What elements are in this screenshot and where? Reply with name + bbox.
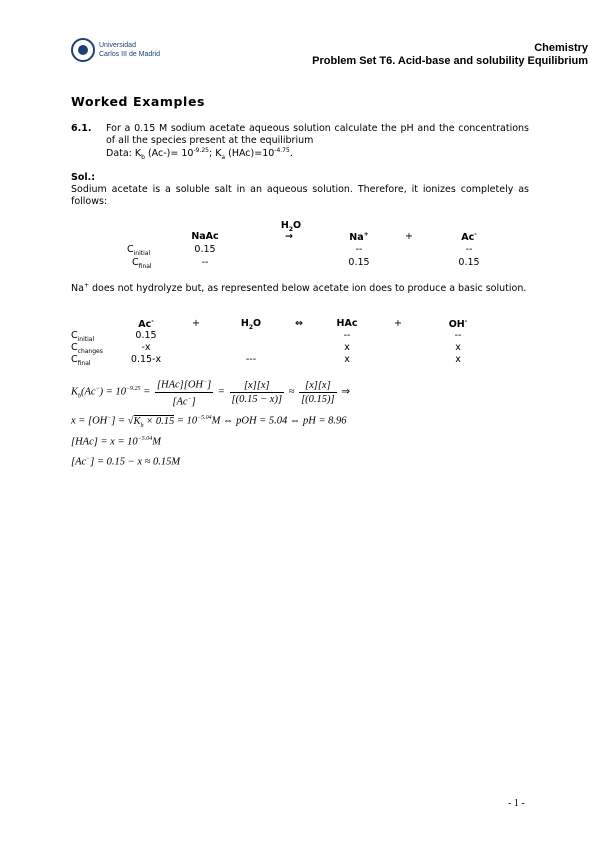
t1-row-final-ac: 0.15 <box>458 257 480 268</box>
logo-emblem-icon <box>71 38 95 62</box>
university-logo <box>71 38 163 66</box>
solution-label: Sol.: <box>71 172 96 183</box>
t2-row-changes-oh: x <box>455 342 461 353</box>
t2-row-initial-label: $C_{initial}$ <box>71 330 95 343</box>
t2-h2o: $H_2O$ <box>240 318 262 331</box>
t1-h2o: $H_2O$ <box>280 220 302 233</box>
t1-row-initial-na: -- <box>355 244 363 255</box>
page-number: - 1 - <box>508 798 525 809</box>
t2-row-initial-hac: -- <box>343 330 351 341</box>
middle-paragraph: Na+ does not hydrolyze but, as represented below acetate ion does to produce a basic solution. <box>71 282 527 295</box>
t1-ac: Ac- <box>461 231 477 244</box>
logo-text-line2: Carlos III de Madrid <box>99 51 161 58</box>
t2-row-final-hac: x <box>344 354 350 365</box>
fraction-x-over-015-minus-x: $\frac{[x][x]}{[(0.15 - x)]}$ <box>231 379 283 405</box>
t2-plus2: + <box>394 318 402 329</box>
t1-arrow: → <box>285 231 293 242</box>
t1-row-initial-label: $C_{initial}$ <box>127 244 151 257</box>
equation-oh: $x = [OH^-] = √K_b \times 0.15 = 10^{-5.04}M$ ⇔ pOH = 5.04 ⇔ pH = 8.96 <box>71 415 347 429</box>
problem-data: Data: $K_b$ $(Ac-)= 10^{-9.25}$; $K_a$ $(HAc)=10^{-4.75}$. <box>106 147 293 162</box>
t2-ac: Ac- <box>138 318 154 331</box>
section-title: Worked Examples <box>71 94 206 109</box>
t2-row-initial-ac: 0.15 <box>135 330 157 341</box>
solution-intro: Sodium acetate is a soluble salt in an aqueous solution. Therefore, it ionizes completely as follows: <box>71 184 529 207</box>
problem-text: For a 0.15 M sodium acetate aqueous solution calculate the pH and the concentrations of all the species present at the equilibrium <box>106 123 529 146</box>
t2-row-changes-label: $C_{changes}$ <box>71 342 103 355</box>
t1-row-final-na: 0.15 <box>348 257 370 268</box>
header-title: Chemistry <box>534 42 588 54</box>
t2-row-final-label: $C_{final}$ <box>71 354 91 367</box>
t2-oh: OH- <box>448 318 468 331</box>
t1-na: Na+ <box>349 231 369 244</box>
t1-row-initial-naac: 0.15 <box>194 244 216 255</box>
t2-plus1: + <box>192 318 200 329</box>
t2-row-final-ac: 0.15-x <box>130 354 162 365</box>
t2-eq-arrow: ⇔ <box>295 318 303 329</box>
t1-plus: + <box>405 231 413 242</box>
t1-row-final-label: $C_{final}$ <box>132 257 152 270</box>
t2-row-final-oh: x <box>455 354 461 365</box>
problem-number: 6.1. <box>71 123 92 134</box>
t2-row-initial-oh: -- <box>454 330 462 341</box>
t1-naac: NaAc <box>191 231 219 242</box>
fraction-kb-expression: $\frac{[HAc][OH^-]}{[Ac^-]}$ <box>156 379 212 407</box>
equation-hac: $[HAc] = x = 10^{-5.04}M$ <box>71 436 161 448</box>
header-subtitle: Problem Set T6. Acid-base and solubility Equilibrium <box>312 55 588 67</box>
t2-row-final-h2o: --- <box>245 354 257 365</box>
t2-row-changes-hac: x <box>344 342 350 353</box>
equation-kb: $K_b(Ac^-) = 10^{-9.25}$ = $\frac{[HAc][OH^-]}{[Ac^-]}$ = $\frac{[x][x]}{[(0.15 - x)]}$ ≈ $\frac{[x][x]}{[(0.15)]}$ ⇒ <box>71 376 350 408</box>
t1-row-initial-ac: -- <box>465 244 473 255</box>
fraction-x-over-015: $\frac{[x][x]}{[(0.15)]}$ <box>301 379 335 405</box>
equation-ac: [Ac−] = 0.15 − x ≈ 0.15M <box>71 456 181 468</box>
t1-row-final-naac: -- <box>201 257 209 268</box>
logo-text-line1: Universidad <box>99 42 136 49</box>
t2-row-changes-ac: -x <box>141 342 151 353</box>
t2-hac: HAc <box>336 318 358 329</box>
